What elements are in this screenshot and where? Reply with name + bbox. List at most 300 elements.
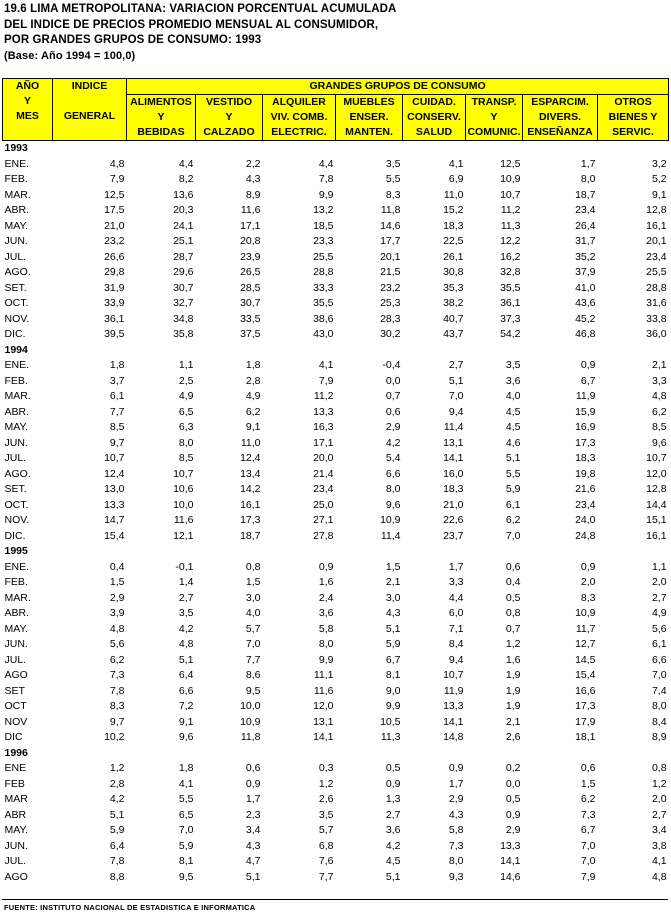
- value-cell: 17,3: [575, 700, 596, 712]
- value-cell: 0,7: [505, 622, 521, 635]
- value-cell: 11,4: [443, 421, 464, 433]
- value-cell: 1,9: [505, 700, 521, 712]
- value-cell: 8,6: [245, 669, 261, 681]
- value-cell: 1,5: [385, 560, 401, 573]
- value-cell: 0,7: [385, 390, 401, 402]
- value-cell: 4,8: [109, 622, 125, 635]
- month-cell: JUL.: [4, 452, 27, 464]
- value-cell: 4,0: [505, 390, 521, 402]
- value-cell: 9,6: [651, 436, 667, 449]
- value-cell: 8,5: [651, 421, 667, 433]
- value-cell: 5,6: [109, 638, 125, 650]
- value-cell: 4,0: [245, 607, 261, 619]
- value-cell: 9,5: [245, 684, 261, 697]
- value-cell: 33,5: [240, 312, 261, 325]
- value-cell: 3,3: [651, 374, 667, 387]
- value-cell: 13,6: [173, 188, 194, 201]
- table-row: [3, 622, 669, 638]
- value-cell: 29,6: [173, 266, 194, 278]
- value-cell: 4,4: [178, 157, 194, 170]
- table-row: [3, 467, 669, 483]
- value-cell: 0,9: [385, 777, 401, 790]
- value-cell: 33,9: [104, 297, 125, 309]
- month-cell: ABR.: [4, 405, 30, 418]
- value-cell: 7,3: [448, 839, 464, 852]
- value-cell: 0,8: [651, 762, 667, 774]
- value-cell: 4,8: [178, 638, 194, 650]
- value-cell: 0,9: [580, 560, 596, 573]
- year-label: 1993: [3, 141, 669, 157]
- value-cell: 5,8: [448, 824, 464, 836]
- value-cell: 17,9: [575, 715, 596, 728]
- month-cell: MAR: [4, 793, 28, 805]
- value-cell: 8,5: [178, 452, 194, 464]
- value-cell: 3,0: [385, 591, 401, 604]
- value-cell: 3,9: [109, 607, 125, 619]
- value-cell: 15,4: [104, 529, 125, 542]
- month-cell: JUN.: [4, 235, 28, 247]
- value-cell: 33,3: [313, 281, 334, 294]
- value-cell: 18,3: [443, 483, 464, 495]
- value-cell: 6,7: [580, 374, 596, 387]
- month-cell: SET: [4, 684, 25, 697]
- value-cell: 10,9: [575, 607, 596, 619]
- value-cell: 10,9: [380, 514, 401, 526]
- value-cell: 1,5: [245, 576, 261, 588]
- value-cell: 1,7: [580, 157, 596, 170]
- value-cell: 10,7: [646, 452, 667, 464]
- value-cell: 6,7: [580, 824, 596, 836]
- title-line-1: 19.6 LIMA METROPOLITANA: VARIACION PORCENTUAL ACUMULADA: [4, 3, 397, 15]
- value-cell: 1,2: [109, 762, 125, 774]
- value-cell: 4,1: [448, 157, 464, 170]
- value-cell: 2,9: [505, 824, 521, 836]
- value-cell: 8,4: [651, 715, 667, 728]
- value-cell: 13,3: [313, 405, 334, 418]
- table-row: [3, 684, 669, 700]
- value-cell: 5,1: [448, 374, 464, 387]
- value-cell: 17,3: [575, 436, 596, 449]
- value-cell: 4,9: [651, 607, 667, 619]
- value-cell: 2,7: [448, 359, 464, 371]
- month-cell: OCT.: [4, 297, 29, 309]
- table-row: [3, 250, 669, 266]
- value-cell: 12,4: [240, 452, 261, 464]
- value-cell: 11,9: [443, 684, 464, 697]
- year-row: [3, 544, 669, 560]
- value-cell: 7,0: [245, 638, 261, 650]
- value-cell: 10,9: [240, 715, 261, 728]
- value-cell: 7,4: [651, 684, 667, 697]
- value-cell: 20,3: [173, 204, 194, 216]
- value-cell: 3,6: [385, 824, 401, 836]
- value-cell: 3,5: [318, 808, 334, 821]
- value-cell: 1,9: [505, 669, 521, 681]
- table-row: [3, 808, 669, 824]
- month-cell: ABR: [4, 808, 27, 821]
- value-cell: 28,7: [173, 250, 194, 263]
- table-row: [3, 219, 669, 235]
- month-cell: MAY.: [4, 421, 29, 433]
- value-cell: 13,3: [443, 700, 464, 712]
- value-cell: 6,5: [178, 808, 194, 821]
- value-cell: 11,3: [380, 731, 401, 743]
- value-cell: 7,1: [448, 622, 464, 635]
- table-row: [3, 498, 669, 514]
- value-cell: 30,7: [173, 281, 194, 294]
- value-cell: 25,5: [646, 266, 667, 278]
- month-cell: OCT.: [4, 498, 29, 511]
- value-cell: 3,6: [318, 607, 334, 619]
- value-cell: 2,7: [651, 808, 667, 821]
- value-cell: 3,8: [651, 839, 667, 852]
- value-cell: 33,8: [646, 312, 667, 325]
- value-cell: 19,8: [575, 467, 596, 480]
- value-cell: 11,8: [380, 204, 401, 216]
- value-cell: 5,5: [178, 793, 194, 805]
- value-cell: 4,1: [178, 777, 194, 790]
- value-cell: 18,1: [575, 731, 596, 743]
- value-cell: 14,2: [240, 483, 261, 495]
- month-cell: MAY.: [4, 824, 29, 836]
- table-row: [3, 374, 669, 390]
- value-cell: 12,0: [646, 467, 667, 480]
- value-cell: 25,3: [380, 297, 401, 309]
- value-cell: 14,4: [646, 498, 667, 511]
- month-cell: ABR.: [4, 607, 30, 619]
- header-indice-general: INDICE GENERAL: [53, 79, 127, 141]
- value-cell: 7,8: [318, 173, 334, 185]
- value-cell: 4,5: [385, 855, 401, 867]
- table-row: [3, 312, 669, 328]
- month-cell: FEB: [4, 777, 25, 790]
- table-row: [3, 792, 669, 808]
- value-cell: 1,2: [651, 777, 667, 790]
- value-cell: 0,0: [385, 374, 401, 387]
- value-cell: 31,6: [646, 297, 667, 309]
- value-cell: -0,1: [175, 560, 194, 573]
- month-cell: DIC.: [4, 529, 26, 542]
- value-cell: 4,3: [448, 808, 464, 821]
- value-cell: 3,5: [505, 359, 521, 371]
- value-cell: 3,0: [245, 591, 261, 604]
- value-cell: 8,0: [580, 173, 596, 185]
- table-row: [3, 715, 669, 731]
- value-cell: 20,1: [646, 235, 667, 247]
- value-cell: 2,0: [580, 576, 596, 588]
- value-cell: 1,6: [505, 653, 521, 666]
- value-cell: 11,9: [575, 390, 596, 402]
- value-cell: 23,4: [575, 498, 596, 511]
- value-cell: 5,5: [505, 467, 521, 480]
- value-cell: 6,9: [448, 173, 464, 185]
- value-cell: 12,5: [104, 188, 125, 201]
- value-cell: 2,4: [318, 591, 334, 604]
- table-row: [3, 296, 669, 312]
- value-cell: 2,7: [385, 808, 401, 821]
- value-cell: 3,7: [109, 374, 125, 387]
- value-cell: 11,8: [240, 731, 261, 743]
- value-cell: 7,3: [580, 808, 596, 821]
- value-cell: 15,1: [646, 514, 667, 526]
- table-row: [3, 281, 669, 297]
- table-row: [3, 560, 669, 576]
- value-cell: 0,8: [245, 560, 261, 573]
- value-cell: 0,5: [385, 762, 401, 774]
- value-cell: 9,1: [245, 421, 261, 433]
- value-cell: 22,6: [443, 514, 464, 526]
- value-cell: 1,7: [448, 560, 464, 573]
- value-cell: 0,6: [245, 762, 261, 774]
- header-group-4: CUIDAD. CONSERV. SALUD: [403, 95, 466, 141]
- table-row: [3, 203, 669, 219]
- value-cell: 1,1: [651, 560, 667, 573]
- value-cell: 9,6: [385, 498, 401, 511]
- value-cell: 10,2: [104, 731, 125, 743]
- value-cell: 10,9: [500, 173, 521, 185]
- value-cell: 6,2: [505, 514, 521, 526]
- month-cell: ENE: [4, 762, 27, 774]
- value-cell: 6,1: [651, 638, 667, 650]
- value-cell: 17,1: [313, 436, 334, 449]
- value-cell: 11,6: [240, 204, 261, 216]
- year-label: 1994: [4, 343, 28, 356]
- value-cell: 5,7: [245, 622, 261, 635]
- year-row: [3, 141, 669, 157]
- value-cell: 26,5: [240, 266, 261, 278]
- value-cell: 9,9: [385, 700, 401, 712]
- value-cell: 8,3: [580, 591, 596, 604]
- value-cell: 23,2: [380, 281, 401, 294]
- month-cell: MAR.: [4, 188, 31, 201]
- value-cell: 37,3: [500, 312, 521, 325]
- value-cell: 43,7: [443, 328, 464, 340]
- value-cell: 14,5: [575, 653, 596, 666]
- month-cell: JUN.: [4, 638, 28, 650]
- table-row: [3, 513, 669, 529]
- value-cell: 9,4: [448, 653, 464, 666]
- value-cell: 0,9: [448, 762, 464, 774]
- value-cell: 7,7: [245, 653, 261, 666]
- value-cell: 1,6: [318, 576, 334, 588]
- value-cell: 13,3: [500, 839, 521, 852]
- value-cell: 13,1: [313, 715, 334, 728]
- value-cell: 14,1: [443, 715, 464, 728]
- value-cell: 1,8: [245, 359, 261, 371]
- value-cell: 4,9: [178, 390, 194, 402]
- value-cell: 2,6: [318, 793, 334, 805]
- value-cell: 0,4: [109, 560, 125, 573]
- table-row: [3, 668, 669, 684]
- table-row: [3, 637, 669, 653]
- value-cell: 25,0: [313, 498, 334, 511]
- value-cell: 9,6: [178, 731, 194, 743]
- table-row: [3, 730, 669, 746]
- table-row: [3, 591, 669, 607]
- table-row: [3, 436, 669, 452]
- month-cell: FEB.: [4, 576, 28, 588]
- value-cell: 12,1: [173, 529, 194, 542]
- value-cell: 8,0: [448, 855, 464, 867]
- table-row: [3, 157, 669, 173]
- value-cell: 30,2: [380, 328, 401, 340]
- value-cell: 24,8: [575, 529, 596, 542]
- value-cell: 1,7: [448, 777, 464, 790]
- value-cell: 28,8: [313, 266, 334, 278]
- value-cell: 3,5: [385, 157, 401, 170]
- table-row: [3, 234, 669, 250]
- month-cell: NOV.: [4, 312, 30, 325]
- month-cell: AGO.: [4, 467, 31, 480]
- value-cell: 5,1: [245, 870, 261, 883]
- value-cell: 28,8: [646, 281, 667, 294]
- value-cell: 6,6: [651, 653, 667, 666]
- value-cell: 17,1: [240, 219, 261, 232]
- value-cell: 9,4: [448, 405, 464, 418]
- value-cell: 15,2: [443, 204, 464, 216]
- value-cell: 54,2: [500, 328, 521, 340]
- value-cell: 25,1: [173, 235, 194, 247]
- value-cell: 12,5: [500, 157, 521, 170]
- value-cell: 16,9: [575, 421, 596, 433]
- value-cell: 12,7: [575, 638, 596, 650]
- table-title: [4, 2, 396, 64]
- value-cell: 35,8: [173, 328, 194, 340]
- value-cell: 18,3: [443, 219, 464, 232]
- month-cell: NOV: [4, 715, 28, 728]
- value-cell: 9,7: [109, 436, 125, 449]
- value-cell: 11,7: [575, 622, 596, 635]
- header-group-7: OTROS BIENES Y SERVIC.: [598, 95, 669, 141]
- value-cell: 37,5: [240, 328, 261, 340]
- value-cell: 11,6: [173, 514, 194, 526]
- value-cell: 1,2: [505, 638, 521, 650]
- value-cell: 11,1: [313, 669, 334, 681]
- value-cell: 4,8: [651, 390, 667, 402]
- month-cell: ENE.: [4, 359, 30, 371]
- value-cell: 8,9: [245, 188, 261, 201]
- value-cell: 29,8: [104, 266, 125, 278]
- value-cell: 23,4: [313, 483, 334, 495]
- value-cell: 35,5: [313, 297, 334, 309]
- table-row: [3, 870, 669, 886]
- value-cell: 12,0: [313, 700, 334, 712]
- month-cell: ABR.: [4, 204, 30, 216]
- value-cell: 13,2: [313, 204, 334, 216]
- value-cell: 7,7: [109, 405, 125, 418]
- value-cell: 2,9: [109, 591, 125, 604]
- value-cell: 6,6: [178, 684, 194, 697]
- value-cell: 5,9: [178, 839, 194, 852]
- value-cell: 36,1: [500, 297, 521, 309]
- value-cell: 20,8: [240, 235, 261, 247]
- value-cell: 5,6: [651, 622, 667, 635]
- value-cell: 39,5: [104, 328, 125, 340]
- value-cell: 13,3: [104, 498, 125, 511]
- value-cell: 7,8: [109, 855, 125, 867]
- year-row: [3, 746, 669, 762]
- value-cell: 23,2: [104, 235, 125, 247]
- value-cell: 5,1: [385, 622, 401, 635]
- value-cell: 2,6: [505, 731, 521, 743]
- year-row: [3, 343, 669, 359]
- table-row: [3, 482, 669, 498]
- value-cell: 24,0: [575, 514, 596, 526]
- month-cell: JUL.: [4, 250, 27, 263]
- value-cell: 1,4: [178, 576, 194, 588]
- value-cell: 9,5: [178, 870, 194, 883]
- value-cell: 36,1: [104, 312, 125, 325]
- value-cell: 21,6: [575, 483, 596, 495]
- table-row: [3, 529, 669, 545]
- value-cell: 13,0: [104, 483, 125, 495]
- value-cell: 4,3: [245, 173, 261, 185]
- value-cell: 6,4: [109, 839, 125, 852]
- value-cell: 2,7: [651, 591, 667, 604]
- value-cell: 12,8: [646, 204, 667, 216]
- value-cell: 0,9: [505, 808, 521, 821]
- header-grandes-grupos: GRANDES GRUPOS DE CONSUMO: [127, 79, 669, 95]
- value-cell: 6,6: [385, 467, 401, 480]
- value-cell: 10,6: [173, 483, 194, 495]
- value-cell: 20,0: [313, 452, 334, 464]
- month-cell: MAR.: [4, 591, 31, 604]
- value-cell: 28,5: [240, 281, 261, 294]
- month-cell: MAY.: [4, 219, 29, 232]
- table-row: [3, 575, 669, 591]
- month-cell: MAY.: [4, 622, 29, 635]
- value-cell: 4,1: [318, 359, 334, 371]
- table-row: [3, 653, 669, 669]
- value-cell: 6,4: [178, 669, 194, 681]
- value-cell: 31,7: [575, 235, 596, 247]
- value-cell: 7,6: [318, 855, 334, 867]
- value-cell: 10,7: [443, 669, 464, 681]
- month-cell: NOV.: [4, 514, 30, 526]
- value-cell: 14,8: [443, 731, 464, 743]
- month-cell: JUL.: [4, 855, 27, 867]
- value-cell: 41,0: [575, 281, 596, 294]
- base-note: (Base: Año 1994 = 100,0): [4, 49, 136, 62]
- value-cell: 6,2: [651, 405, 667, 418]
- value-cell: 9,9: [318, 188, 334, 201]
- value-cell: 0,9: [318, 560, 334, 573]
- value-cell: 2,2: [245, 157, 261, 170]
- value-cell: 31,9: [104, 281, 125, 294]
- title-line-3: POR GRANDES GRUPOS DE CONSUMO: 1993: [4, 34, 262, 46]
- value-cell: 21,0: [104, 219, 125, 232]
- value-cell: 6,2: [109, 653, 125, 666]
- value-cell: 11,2: [313, 390, 334, 402]
- value-cell: 0,6: [505, 560, 521, 573]
- value-cell: 15,4: [575, 669, 596, 681]
- value-cell: 17,3: [240, 514, 261, 526]
- value-cell: 2,8: [245, 374, 261, 387]
- value-cell: 5,9: [109, 824, 125, 836]
- value-cell: 35,5: [500, 281, 521, 294]
- value-cell: 2,5: [178, 374, 194, 387]
- value-cell: 6,3: [178, 421, 194, 433]
- table-row: [3, 172, 669, 188]
- table-row: [3, 358, 669, 374]
- value-cell: 14,1: [313, 731, 334, 743]
- table-row: [3, 188, 669, 204]
- value-cell: 7,0: [651, 669, 667, 681]
- value-cell: 30,8: [443, 266, 464, 278]
- value-cell: 38,6: [313, 312, 334, 325]
- value-cell: 10,0: [173, 498, 194, 511]
- value-cell: 7,9: [109, 173, 125, 185]
